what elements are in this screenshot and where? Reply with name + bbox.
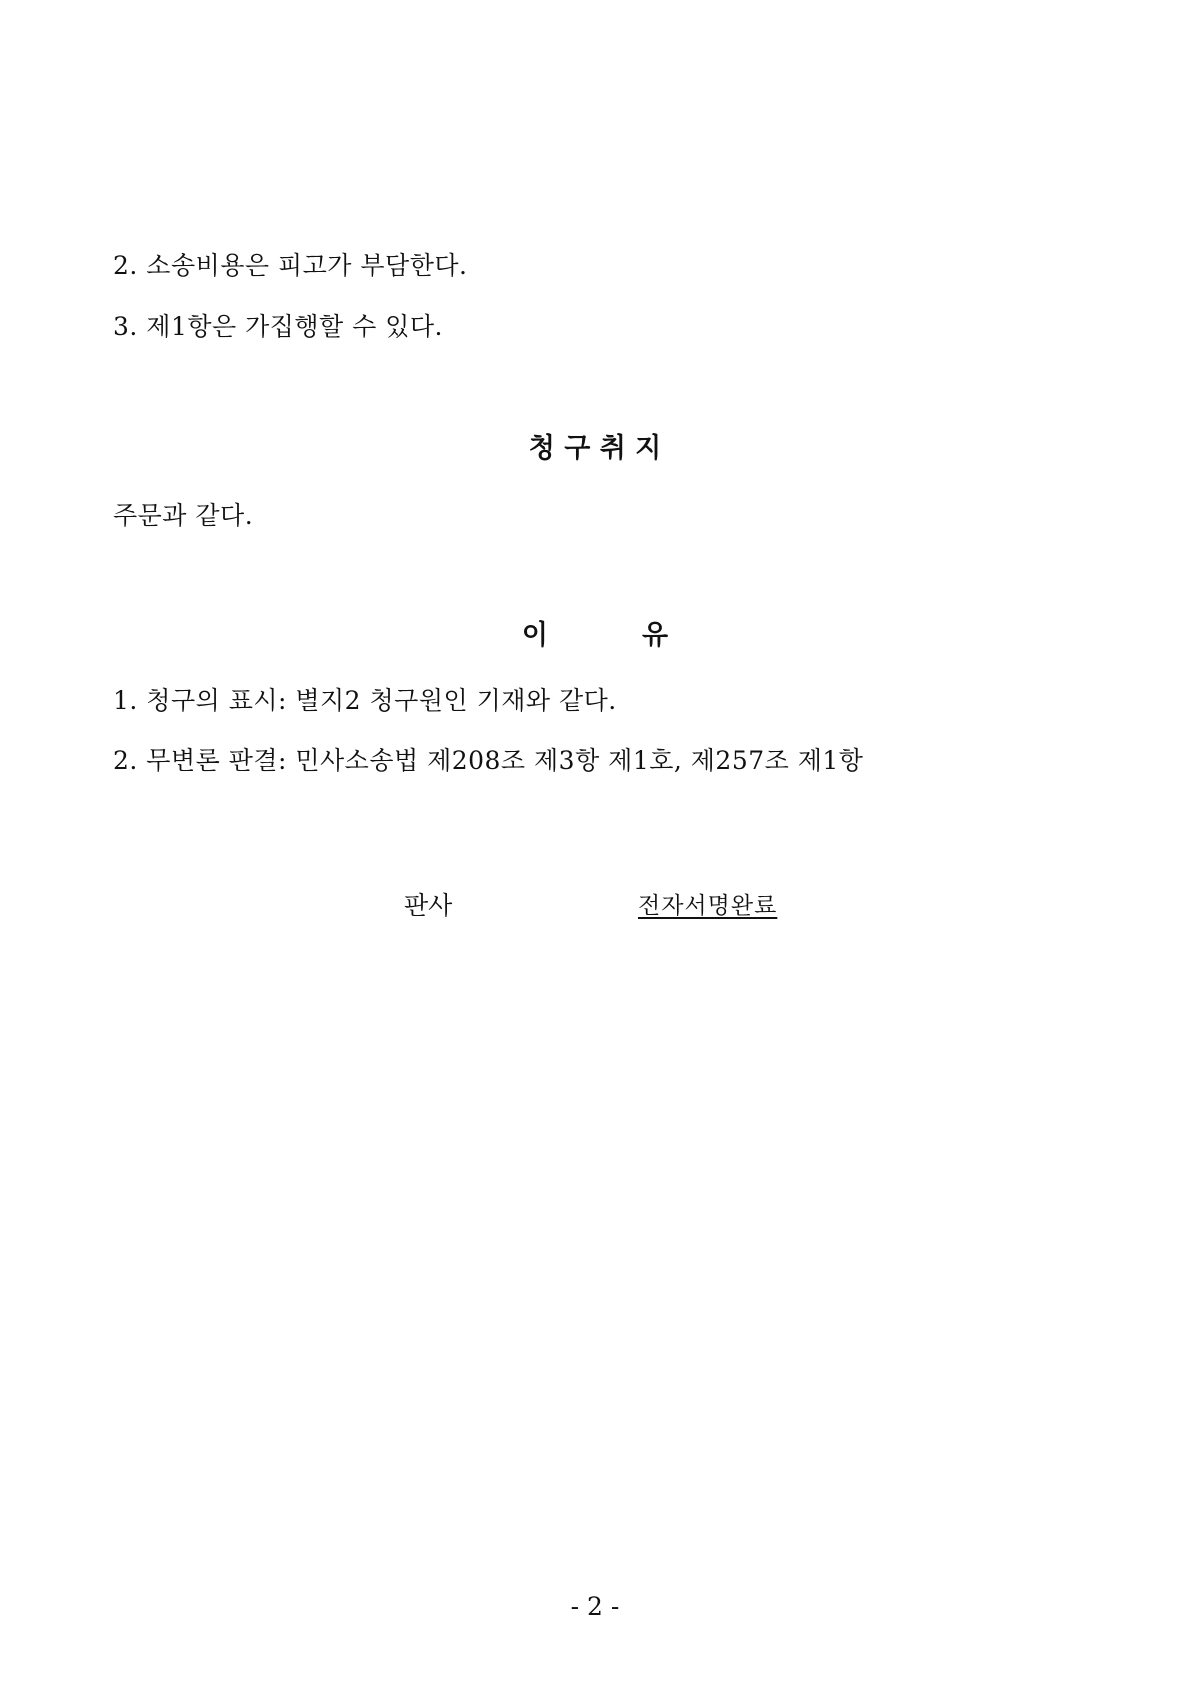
electronic-signature: 전자서명완료 xyxy=(638,893,778,919)
reason-item-2: 2. 무변론 판결: 민사소송법 제208조 제3항 제1호, 제257조 제1항 xyxy=(113,746,864,775)
page-number: - 2 - xyxy=(570,1592,620,1621)
order-item-3: 3. 제1항은 가집행할 수 있다. xyxy=(113,312,443,341)
claim-text: 주문과 같다. xyxy=(113,501,254,530)
reason-item-1: 1. 청구의 표시: 별지2 청구원인 기재와 같다. xyxy=(113,686,617,715)
reason-heading: 이 유 xyxy=(521,620,669,651)
claim-heading: 청 구 취 지 xyxy=(528,433,662,464)
judge-label: 판사 xyxy=(404,891,453,920)
order-item-2: 2. 소송비용은 피고가 부담한다. xyxy=(113,251,468,280)
